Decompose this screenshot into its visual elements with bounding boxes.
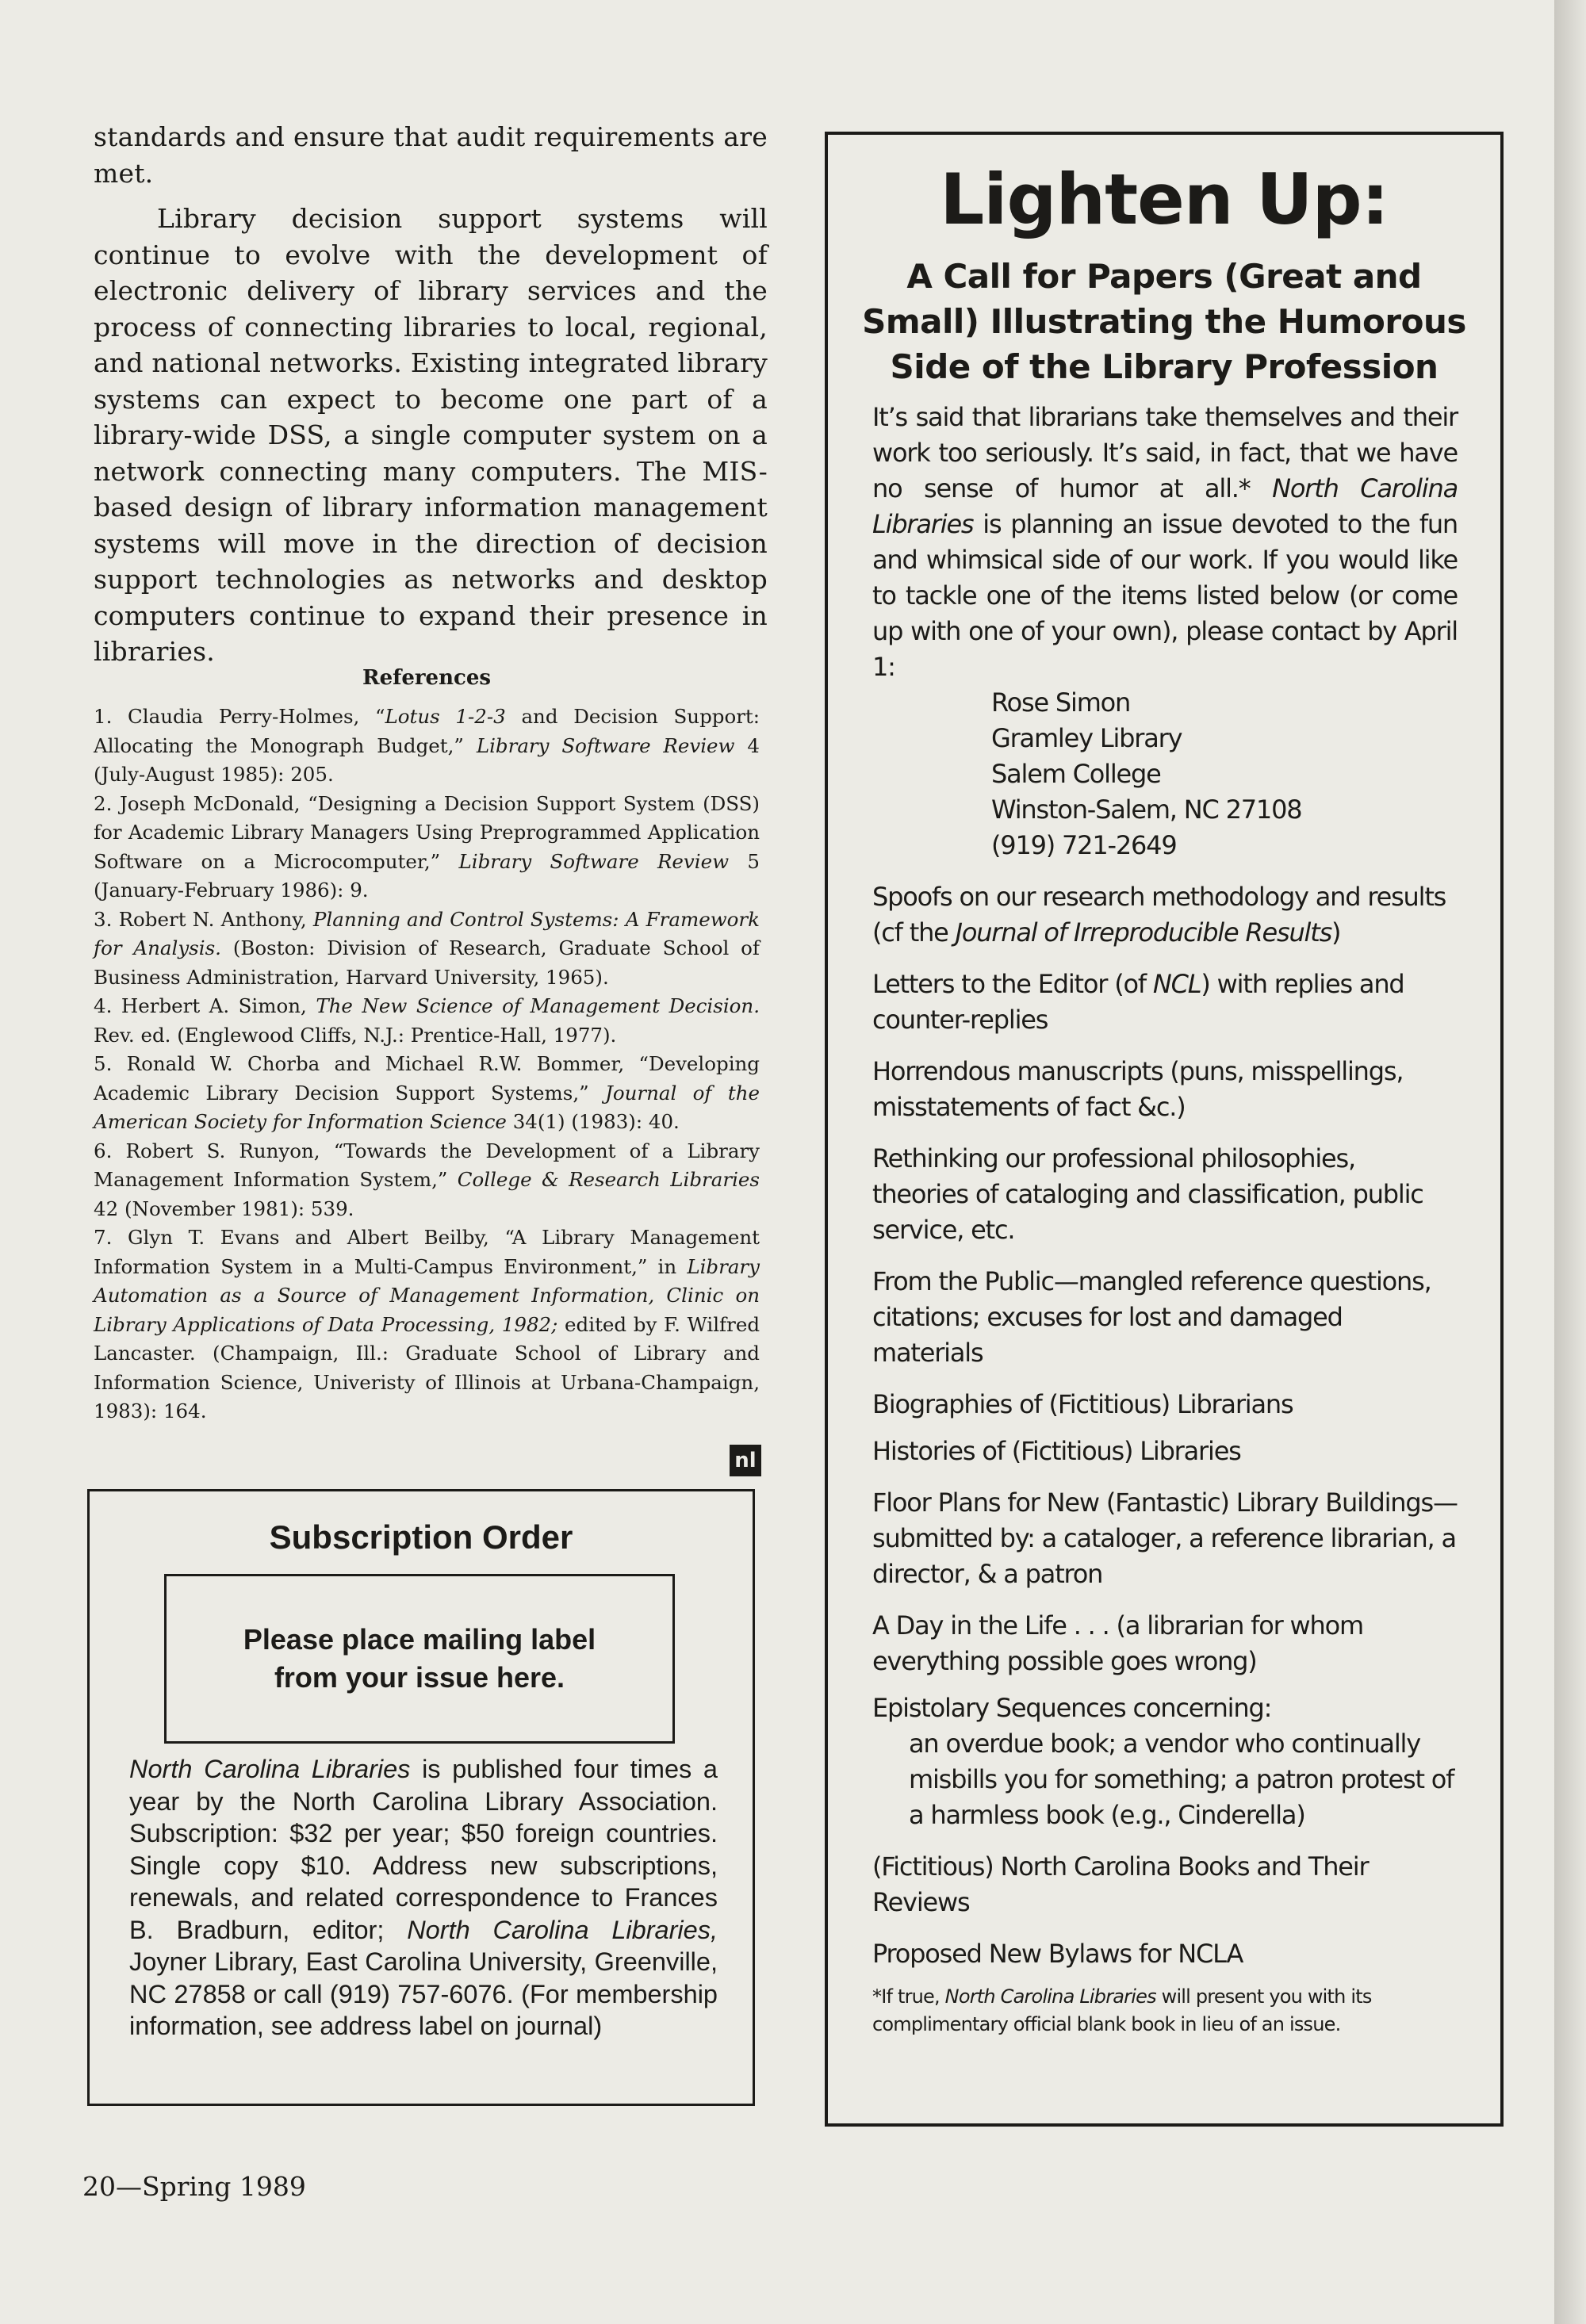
reference-item: 1. Claudia Perry-Holmes, “Lotus 1-2-3 and Decision Support: Allocating the Monograph Budget,” Library Software Review 4 (July-August 1985): 205.: [94, 705, 760, 786]
topic-subitem: an overdue book; a vendor who continually misbills you for something; a patron protest of a harmless book (e.g., Cinderella): [909, 1729, 1454, 1830]
reference-item: 3. Robert N. Anthony, Planning and Control Systems: A Framework for Analysis. (Boston: Division of Research, Graduate School of Business Administration, Harvard University, 1965).: [94, 907, 760, 989]
call-for-papers-subtitle: A Call for Papers (Great and Small) Illustrating the Humorous Side of the Library Profession: [862, 257, 1466, 386]
topic-item: Epistolary Sequences concerning:: [872, 1693, 1272, 1723]
topic-item: Letters to the Editor (of NCL) with replies and counter-replies: [872, 969, 1404, 1035]
contact-address: Rose Simon Gramley Library Salem College Winston-Salem, NC 27108 (919) 721-2649: [991, 687, 1302, 860]
topic-item: A Day in the Life . . . (a librarian for whom everything possible goes wrong): [872, 1610, 1363, 1676]
call-for-papers-title: Lighten Up:: [940, 159, 1389, 240]
topic-item: From the Public—mangled reference questions, citations; excuses for lost and damaged materials: [872, 1266, 1431, 1368]
page-footer: 20—Spring 1989: [82, 2171, 306, 2202]
paragraph: Library decision support systems will continue to evolve with the development of electronic delivery of library services and the process of connecting libraries to local, regional, and national networks. Existing integrated library systems can expect to become one part of a library-wide DSS, a single computer system on a network connecting many computers. The MIS-based design of library information management systems will move in the direction of decision support technologies as networks and desktop computers continue to expand their presence in libraries.: [94, 203, 768, 667]
topic-item: Horrendous manuscripts (puns, misspellings, misstatements of fact &c.): [872, 1056, 1404, 1122]
intro-paragraph: It’s said that librarians take themselves and their work too seriously. It’s said, in fact, that we have no sense of humor at all.* North Carolina Libraries is planning an issue devoted to the fun and whimsical side of our work. If you would like to tackle one of the items listed below (or come up with one of your own), please contact by April 1:: [872, 402, 1458, 682]
subscription-title: Subscription Order: [269, 1518, 573, 1556]
article-body: [94, 119, 768, 680]
end-of-article-mark: nl: [730, 1445, 761, 1476]
subscription-details: North Carolina Libraries is published four times a year by the North Carolina Library Association. Subscription: $32 per year; $50 foreign countries. Single copy $10. Address new subscriptions, renewals, and related correspondence to Frances B. Bradburn, editor; North Carolina Libraries, Joyner Library, East Carolina University, Greenville, NC 27858 or call (919) 757-6076. (For membership information, see address label on journal): [129, 1755, 718, 2040]
topic-item: (Fictitious) North Carolina Books and Their Reviews: [872, 1851, 1369, 1917]
page-edge-shadow: [1554, 0, 1586, 2324]
references-section: [94, 666, 760, 1426]
paragraph: standards and ensure that audit requirements are met.: [94, 121, 768, 189]
reference-item: 5. Ronald W. Chorba and Michael R.W. Bommer, “Developing Academic Library Decision Support Systems,” Journal of the American Society for Information Science 34(1) (1983): 40.: [94, 1052, 760, 1133]
topic-list: [872, 879, 1458, 2039]
topic-item: Spoofs on our research methodology and results (cf the Journal of Irreproducible Results): [872, 882, 1446, 948]
topic-item: Proposed New Bylaws for NCLA: [872, 1939, 1243, 1969]
topic-item: Floor Plans for New (Fantastic) Library Buildings—submitted by: a cataloger, a reference librarian, a director, & a patron: [872, 1487, 1458, 1589]
footnote: *If true, North Carolina Libraries will present you with its complimentary official blank book in lieu of an issue.: [872, 1985, 1372, 2035]
topic-item: Rethinking our professional philosophies, theories of cataloging and classification, public service, etc.: [872, 1143, 1423, 1245]
mailing-label-instruction: Please place mailing label from your issue here.: [243, 1623, 596, 1694]
topic-item: Biographies of (Fictitious) Librarians: [872, 1389, 1293, 1419]
reference-item: 2. Joseph McDonald, “Designing a Decision Support System (DSS) for Academic Library Managers Using Preprogrammed Application Software on a Microcomputer,” Library Software Review 5 (January-February 1986): 9.: [94, 791, 760, 902]
call-for-papers-content: [872, 400, 1458, 2039]
subscription-order-box: [87, 1489, 755, 2106]
mailing-label-area: [164, 1574, 675, 1744]
reference-item: 6. Robert S. Runyon, “Towards the Development of a Library Management Information System,” College & Research Libraries 42 (November 1981): 539.: [94, 1139, 760, 1220]
reference-item: 7. Glyn T. Evans and Albert Beilby, “A Library Management Information System in a Multi-Campus Environment,” in Library Automation as a Source of Management Information, Clinic on Library Applications of Data Processing, 1982; edited by F. Wilfred Lancaster. (Champaign, Ill.: Graduate School of Library and Information Science, Univeristy of Illinois at Urbana-Champaign, 1983): 164.: [94, 1226, 760, 1422]
references-heading: References: [362, 666, 492, 690]
reference-item: 4. Herbert A. Simon, The New Science of Management Decision. Rev. ed. (Englewood Cliffs, N.J.: Prentice-Hall, 1977).: [94, 994, 760, 1047]
call-for-papers-box: [825, 132, 1504, 2127]
topic-item: Histories of (Fictitious) Libraries: [872, 1436, 1241, 1466]
